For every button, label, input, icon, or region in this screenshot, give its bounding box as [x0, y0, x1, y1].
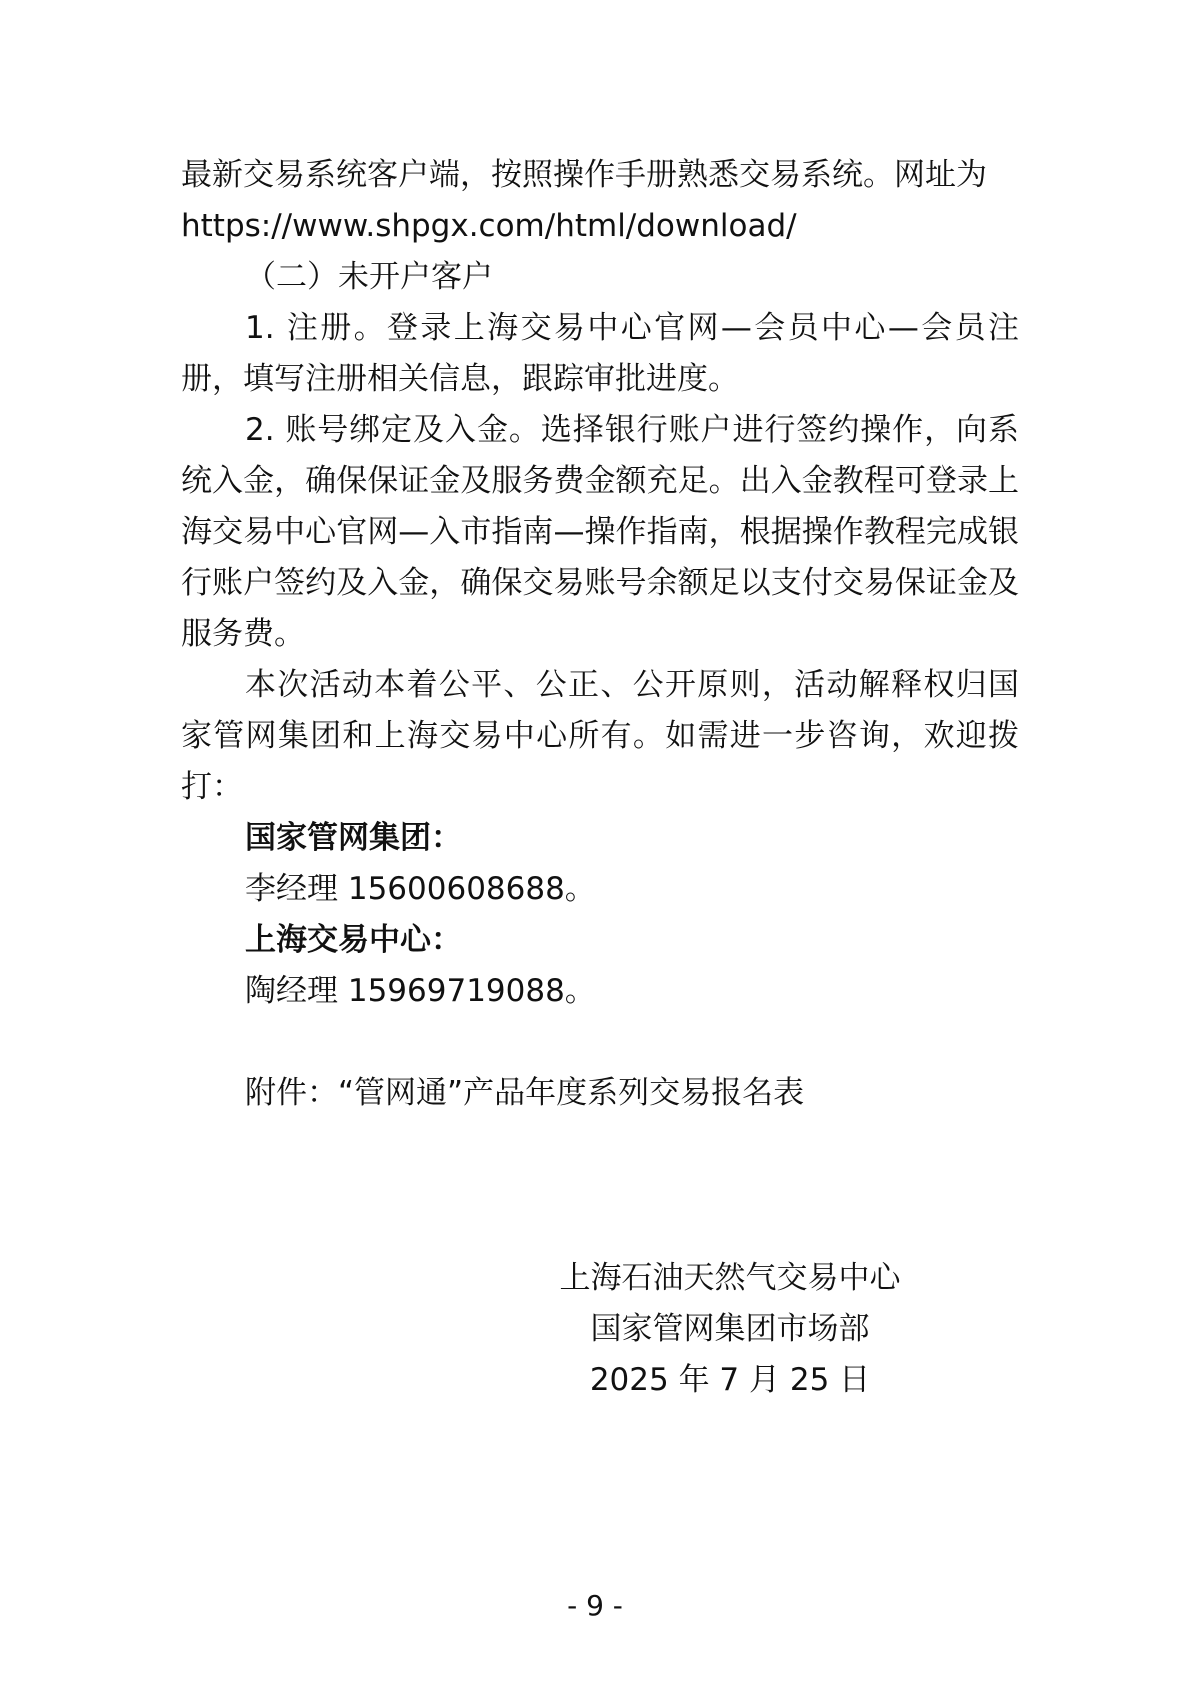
contact-org-pipechina: 国家管网集团： [245, 820, 462, 856]
contact-org-shpgx: 上海交易中心： [245, 922, 462, 958]
document-body [181, 150, 1019, 1119]
paragraph-client-intro: 最新交易系统客户端，按照操作手册熟悉交易系统。网址为 [181, 157, 987, 193]
step-register: 1. 注册。登录上海交易中心官网—会员中心—会员注册，填写注册相关信息，跟踪审批进度。 [181, 310, 1019, 397]
page-number: - 9 - [567, 1589, 623, 1622]
section-heading: （二）未开户客户 [245, 259, 493, 295]
step-account-binding: 2. 账号绑定及入金。选择银行账户进行签约操作，向系统入金，确保保证金及服务费金额充足。出入金教程可登录上海交易中心官网—入市指南—操作指南，根据操作教程完成银行账户签约及入金，确保交易账号余额足以支付交易保证金及服务费。 [181, 412, 1019, 652]
download-url: https://www.shpgx.com/html/download/ [181, 208, 797, 244]
blank-line [181, 1017, 1019, 1068]
signature-org-pipechina: 国家管网集团市场部 [590, 1311, 870, 1347]
contact-person-tao: 陶经理 15969719088。 [245, 973, 596, 1009]
paragraph-closing: 本次活动本着公平、公正、公开原则，活动解释权归国家管网集团和上海交易中心所有。如需进一步咨询，欢迎拨打： [181, 667, 1019, 805]
signature-org-shpgx: 上海石油天然气交易中心 [559, 1260, 901, 1296]
signature-date: 2025 年 7 月 25 日 [589, 1362, 871, 1398]
signature-block [520, 1253, 940, 1406]
contact-person-li: 李经理 15600608688。 [245, 871, 596, 907]
attachment-note: 附件：“管网通”产品年度系列交易报名表 [245, 1075, 805, 1111]
